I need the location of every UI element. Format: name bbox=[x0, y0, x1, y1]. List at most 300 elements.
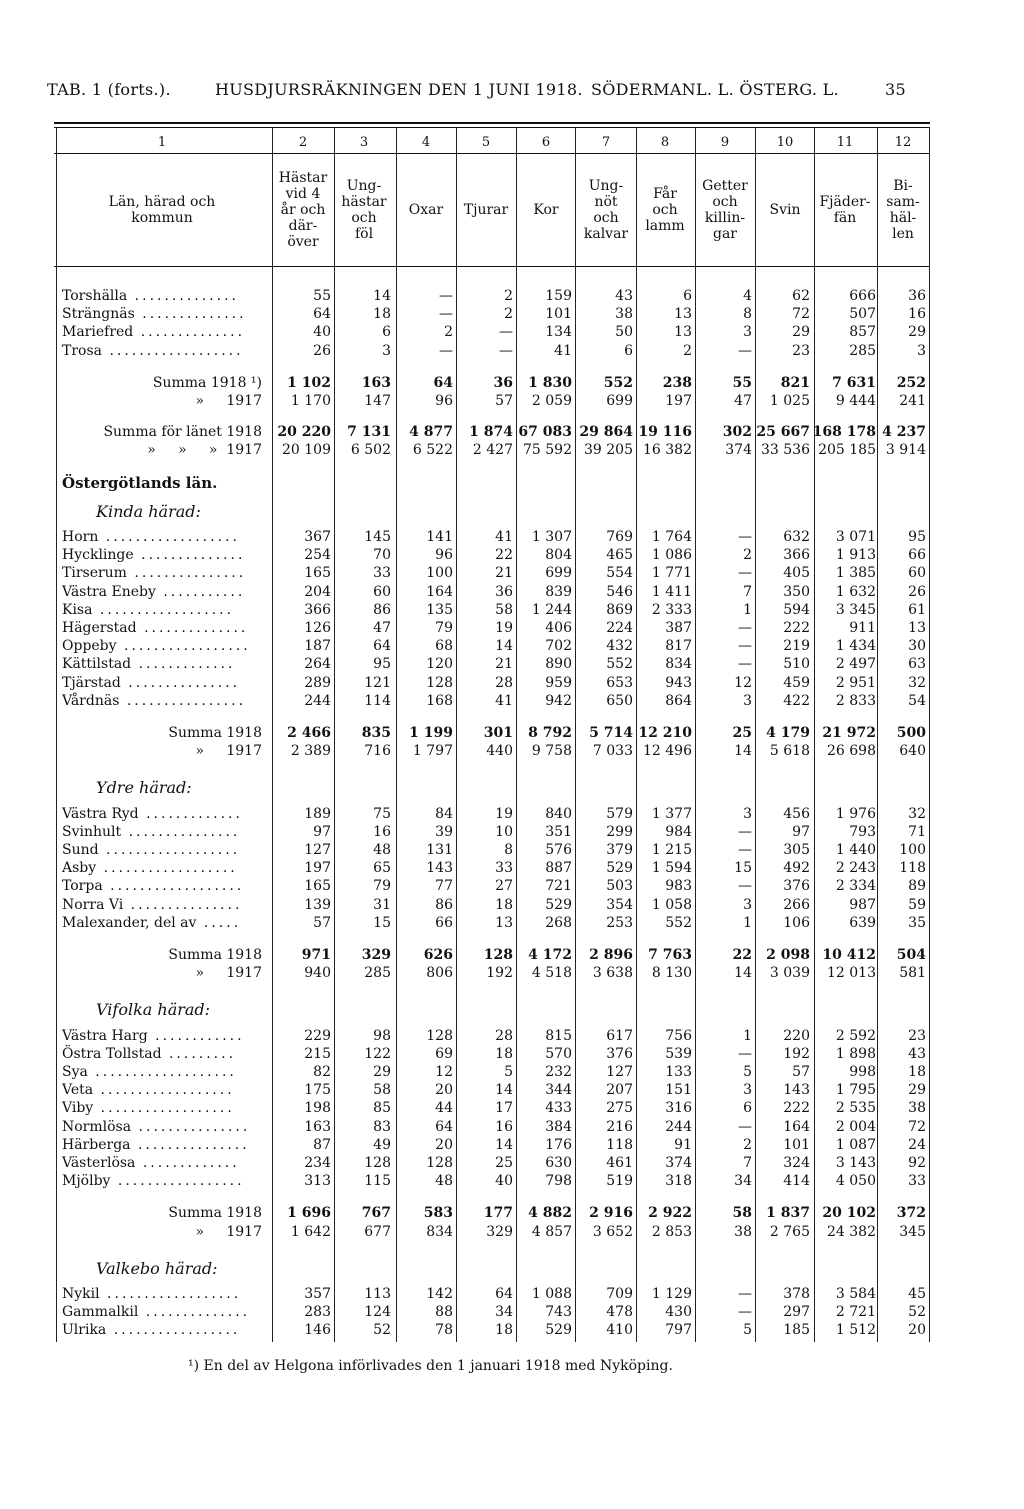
table-cell: 2 592 bbox=[835, 1027, 876, 1044]
table-cell: 422 bbox=[783, 692, 810, 709]
table-row bbox=[0, 287, 1024, 305]
municipality-name-text: Östra Tollstad bbox=[62, 1045, 162, 1062]
table-cell: 224 bbox=[606, 620, 633, 636]
table-cell: 1 129 bbox=[651, 1286, 692, 1302]
summary-label: Summa 1918 bbox=[168, 1205, 262, 1222]
table-cell: 869 bbox=[606, 601, 633, 618]
municipality-name bbox=[62, 1154, 240, 1172]
leader-dots: ............. bbox=[138, 805, 243, 822]
municipality-name-text: Sya bbox=[62, 1064, 88, 1080]
table-cell: 43 bbox=[908, 1045, 926, 1062]
municipality-name bbox=[62, 287, 239, 305]
municipality-name bbox=[62, 859, 238, 877]
table-row bbox=[0, 692, 1024, 710]
table-row bbox=[0, 528, 1024, 546]
municipality-name bbox=[62, 1285, 241, 1303]
table-cell: 60 bbox=[908, 565, 926, 582]
column-header: Fjäder- fän bbox=[819, 194, 871, 226]
table-cell: 222 bbox=[783, 1100, 810, 1117]
table-cell: 72 bbox=[908, 1118, 926, 1135]
county-heading: Östergötlands län. bbox=[62, 473, 218, 492]
table-cell: 839 bbox=[545, 583, 572, 600]
table-row bbox=[0, 342, 1024, 360]
table-cell: 709 bbox=[606, 1286, 633, 1302]
table-cell: 1 058 bbox=[651, 896, 692, 913]
leader-dots: .................. bbox=[98, 529, 240, 545]
municipality-name-text: Kisa bbox=[62, 601, 93, 618]
leader-dots: ............ bbox=[147, 1027, 245, 1044]
table-cell: 971 bbox=[301, 947, 331, 963]
table-cell: 367 bbox=[304, 529, 331, 545]
table-cell: 141 bbox=[426, 529, 453, 545]
table-row bbox=[0, 1321, 1024, 1339]
table-cell: 10 412 bbox=[822, 947, 876, 963]
table-cell: 189 bbox=[304, 805, 331, 822]
table-cell: 97 bbox=[792, 823, 810, 840]
table-cell: 31 bbox=[373, 896, 391, 913]
table-cell: 351 bbox=[545, 823, 572, 840]
table-cell: 19 116 bbox=[638, 424, 692, 441]
table-cell: 767 bbox=[361, 1205, 391, 1222]
table-row bbox=[0, 896, 1024, 914]
table-row bbox=[0, 546, 1024, 564]
table-cell: 324 bbox=[783, 1155, 810, 1171]
table-cell: 594 bbox=[783, 601, 810, 618]
table-cell: 302 bbox=[722, 424, 752, 441]
table-cell: 100 bbox=[426, 565, 453, 582]
table-cell: 64 bbox=[433, 374, 453, 391]
table-cell: 1 244 bbox=[531, 601, 572, 618]
table-cell: 8 bbox=[504, 842, 513, 858]
region-label: SÖDERMANL. L. ÖSTERG. L. bbox=[591, 80, 839, 99]
table-cell: 219 bbox=[783, 638, 810, 655]
municipality-name bbox=[62, 601, 234, 619]
municipality-name-text: Oppeby bbox=[62, 638, 117, 655]
table-cell: 4 bbox=[743, 288, 752, 304]
table-cell: 835 bbox=[361, 725, 391, 741]
table-cell: 164 bbox=[783, 1118, 810, 1135]
table-cell: 163 bbox=[304, 1118, 331, 1135]
table-cell: 3 345 bbox=[835, 601, 876, 618]
table-cell: 1 385 bbox=[835, 565, 876, 582]
table-cell: 492 bbox=[783, 860, 810, 877]
table-cell: 440 bbox=[486, 743, 513, 760]
municipality-name-text: Malexander, del av bbox=[62, 914, 197, 931]
table-cell: 20 bbox=[435, 1082, 453, 1099]
leader-dots: ................... bbox=[87, 1064, 237, 1080]
table-row bbox=[0, 823, 1024, 841]
table-cell: 2 466 bbox=[287, 725, 331, 741]
table-cell: 165 bbox=[304, 565, 331, 582]
table-cell: 299 bbox=[606, 823, 633, 840]
table-cell: 1 215 bbox=[651, 842, 692, 858]
leader-dots: ............... bbox=[131, 1118, 251, 1135]
table-cell: 552 bbox=[603, 374, 633, 391]
table-cell: 329 bbox=[486, 1223, 513, 1240]
table-cell: 289 bbox=[304, 674, 331, 691]
table-cell: 14 bbox=[495, 1136, 513, 1153]
table-cell: 650 bbox=[606, 692, 633, 709]
table-cell: 151 bbox=[665, 1082, 692, 1099]
municipality-name-text: Kättilstad bbox=[62, 656, 132, 673]
table-cell: 59 bbox=[908, 896, 926, 913]
table-cell: 959 bbox=[545, 674, 572, 691]
table-cell: 1 797 bbox=[412, 743, 453, 760]
table-cell: 529 bbox=[545, 1322, 572, 1339]
table-row bbox=[0, 583, 1024, 601]
table-cell: 146 bbox=[304, 1322, 331, 1339]
table-cell: 20 109 bbox=[282, 442, 331, 459]
table-cell: 1 087 bbox=[835, 1136, 876, 1153]
table-cell: 65 bbox=[373, 860, 391, 877]
table-cell: 64 bbox=[495, 1286, 513, 1302]
table-cell: 204 bbox=[304, 583, 331, 600]
table-cell: 8 792 bbox=[528, 725, 572, 741]
table-cell: 374 bbox=[665, 1155, 692, 1171]
leader-dots: .................. bbox=[98, 842, 241, 858]
table-cell: 175 bbox=[304, 1082, 331, 1099]
table-cell: 942 bbox=[545, 692, 572, 709]
table-cell: 8 bbox=[743, 306, 752, 323]
table-cell: 55 bbox=[313, 288, 331, 304]
table-cell: 5 bbox=[743, 1064, 752, 1080]
table-row bbox=[0, 805, 1024, 823]
table-cell: 459 bbox=[783, 674, 810, 691]
table-cell: 9 444 bbox=[835, 393, 876, 409]
table-cell: 716 bbox=[364, 743, 391, 760]
table-cell: 192 bbox=[486, 965, 513, 982]
table-cell: 34 bbox=[734, 1173, 752, 1190]
table-cell: — bbox=[499, 324, 513, 341]
table-cell: 2 059 bbox=[531, 393, 572, 409]
municipality-name-text: Viby bbox=[62, 1100, 94, 1117]
table-cell: 3 bbox=[743, 1082, 752, 1099]
table-cell: 3 bbox=[743, 805, 752, 822]
table-cell: 50 bbox=[615, 324, 633, 341]
table-row bbox=[0, 1027, 1024, 1045]
table-cell: 147 bbox=[364, 393, 391, 409]
table-cell: 1 086 bbox=[651, 547, 692, 564]
table-cell: 12 bbox=[435, 1064, 453, 1080]
table-cell: 2 951 bbox=[835, 674, 876, 691]
table-row bbox=[0, 1303, 1024, 1321]
table-cell: 48 bbox=[373, 842, 391, 858]
table-cell: 222 bbox=[783, 620, 810, 636]
table-cell: 4 179 bbox=[766, 725, 810, 741]
table-cell: 197 bbox=[665, 393, 692, 409]
municipality-name bbox=[62, 1118, 250, 1136]
table-cell: 36 bbox=[493, 374, 513, 391]
table-cell: 13 bbox=[674, 306, 692, 323]
table-cell: 9 758 bbox=[531, 743, 572, 760]
table-cell: 1 bbox=[743, 1027, 752, 1044]
table-cell: 529 bbox=[606, 860, 633, 877]
table-cell: 552 bbox=[606, 656, 633, 673]
municipality-name-text: Hycklinge bbox=[62, 547, 134, 564]
table-cell: 33 bbox=[908, 1173, 926, 1190]
municipality-name-text: Torpa bbox=[62, 878, 103, 895]
district-heading: Ydre härad: bbox=[96, 778, 192, 798]
table-cell: 702 bbox=[545, 638, 572, 655]
table-cell: 4 518 bbox=[531, 965, 572, 982]
municipality-name-text: Ulrika bbox=[62, 1322, 107, 1339]
table-cell: 72 bbox=[792, 306, 810, 323]
leader-dots: ......... bbox=[161, 1045, 237, 1062]
municipality-name-text: Veta bbox=[62, 1082, 94, 1099]
table-cell: 135 bbox=[426, 601, 453, 618]
summary-row bbox=[0, 1204, 1024, 1222]
table-cell: 41 bbox=[495, 692, 513, 709]
table-cell: 579 bbox=[606, 805, 633, 822]
table-cell: 1 898 bbox=[835, 1045, 876, 1062]
column-header: Får och lamm bbox=[645, 186, 685, 234]
leader-dots: ............... bbox=[126, 565, 247, 582]
table-cell: 241 bbox=[899, 393, 926, 409]
table-cell: 2 bbox=[504, 306, 513, 323]
municipality-name-text: Vårdnäs bbox=[62, 692, 120, 709]
table-row bbox=[0, 323, 1024, 341]
table-cell: 366 bbox=[304, 601, 331, 618]
table-cell: 666 bbox=[849, 288, 876, 304]
column-number: 9 bbox=[720, 135, 730, 150]
summary-row bbox=[0, 1223, 1024, 1241]
table-cell: 834 bbox=[665, 656, 692, 673]
table-cell: 101 bbox=[783, 1136, 810, 1153]
table-cell: 3 071 bbox=[835, 529, 876, 545]
table-cell: 301 bbox=[483, 725, 513, 741]
table-cell: 285 bbox=[364, 965, 391, 982]
table-cell: 28 bbox=[495, 1027, 513, 1044]
table-cell: — bbox=[738, 638, 752, 655]
table-cell: 198 bbox=[304, 1100, 331, 1117]
table-cell: 357 bbox=[304, 1286, 331, 1302]
table-cell: 21 bbox=[495, 565, 513, 582]
table-cell: 61 bbox=[908, 601, 926, 618]
table-cell: 128 bbox=[483, 947, 513, 963]
table-cell: 2 098 bbox=[766, 947, 810, 963]
table-cell: 215 bbox=[304, 1045, 331, 1062]
summary-label: » 1917 bbox=[195, 965, 262, 982]
table-cell: 1 795 bbox=[835, 1082, 876, 1099]
table-cell: 113 bbox=[364, 1286, 391, 1302]
table-cell: 101 bbox=[545, 306, 572, 323]
table-cell: 3 652 bbox=[592, 1223, 633, 1240]
table-cell: 197 bbox=[304, 860, 331, 877]
table-cell: 864 bbox=[665, 692, 692, 709]
table-cell: 35 bbox=[908, 914, 926, 931]
table-cell: 510 bbox=[783, 656, 810, 673]
table-cell: — bbox=[738, 1045, 752, 1062]
table-cell: 1 088 bbox=[531, 1286, 572, 1302]
table-row bbox=[0, 564, 1024, 582]
municipality-name-text: Västra Harg bbox=[62, 1027, 148, 1044]
table-cell: 798 bbox=[545, 1173, 572, 1190]
table-cell: 26 698 bbox=[827, 743, 876, 760]
municipality-name-text: Mariefred bbox=[62, 324, 134, 341]
column-number: 8 bbox=[660, 135, 670, 150]
table-cell: 1 170 bbox=[290, 393, 331, 409]
table-cell: 890 bbox=[545, 656, 572, 673]
top-rule-thin bbox=[54, 127, 930, 128]
page-number: 35 bbox=[885, 80, 906, 99]
summary-label: » 1917 bbox=[195, 393, 262, 409]
table-cell: 86 bbox=[435, 896, 453, 913]
table-cell: 57 bbox=[792, 1064, 810, 1080]
table-cell: 14 bbox=[495, 1082, 513, 1099]
table-cell: 911 bbox=[849, 620, 876, 636]
table-cell: 7 033 bbox=[592, 743, 633, 760]
table-cell: 653 bbox=[606, 674, 633, 691]
table-cell: 36 bbox=[908, 288, 926, 304]
table-cell: 128 bbox=[426, 1155, 453, 1171]
table-cell: 253 bbox=[606, 914, 633, 931]
municipality-name-text: Normlösa bbox=[62, 1118, 132, 1135]
leader-dots: ............... bbox=[120, 674, 241, 691]
table-cell: 617 bbox=[606, 1027, 633, 1044]
table-cell: 7 bbox=[743, 583, 752, 600]
table-cell: 22 bbox=[495, 547, 513, 564]
table-cell: 387 bbox=[665, 620, 692, 636]
table-cell: 461 bbox=[606, 1155, 633, 1171]
table-cell: 7 bbox=[743, 1155, 752, 1171]
table-cell: 30 bbox=[908, 638, 926, 655]
municipality-name bbox=[62, 674, 240, 692]
table-cell: — bbox=[738, 842, 752, 858]
table-cell: 14 bbox=[373, 288, 391, 304]
table-cell: 7 131 bbox=[347, 424, 391, 441]
table-cell: 176 bbox=[545, 1136, 572, 1153]
leader-dots: ................. bbox=[106, 1322, 241, 1339]
table-cell: 5 bbox=[504, 1064, 513, 1080]
table-cell: 940 bbox=[304, 965, 331, 982]
table-cell: 18 bbox=[495, 1045, 513, 1062]
table-cell: 2 389 bbox=[290, 743, 331, 760]
leader-dots: .............. bbox=[136, 620, 249, 636]
table-cell: 95 bbox=[908, 529, 926, 545]
leader-dots: ............... bbox=[121, 823, 241, 840]
table-cell: 305 bbox=[783, 842, 810, 858]
table-cell: 3 914 bbox=[885, 442, 926, 459]
table-cell: 1 025 bbox=[769, 393, 810, 409]
table-cell: 366 bbox=[783, 547, 810, 564]
table-cell: 26 bbox=[313, 342, 331, 359]
table-cell: 216 bbox=[606, 1118, 633, 1135]
table-cell: 23 bbox=[908, 1027, 926, 1044]
table-cell: 45 bbox=[908, 1286, 926, 1302]
municipality-name bbox=[62, 914, 241, 932]
table-cell: 118 bbox=[899, 860, 926, 877]
summary-label: » 1917 bbox=[195, 743, 262, 760]
table-cell: 8 130 bbox=[651, 965, 692, 982]
table-cell: 2 bbox=[743, 547, 752, 564]
table-cell: 165 bbox=[304, 878, 331, 895]
table-cell: 95 bbox=[373, 656, 391, 673]
table-cell: 283 bbox=[304, 1304, 331, 1321]
table-cell: 268 bbox=[545, 914, 572, 931]
table-cell: 14 bbox=[495, 638, 513, 655]
table-cell: 1 632 bbox=[835, 583, 876, 600]
summary-row bbox=[0, 374, 1024, 392]
table-cell: 14 bbox=[734, 965, 752, 982]
table-cell: 583 bbox=[423, 1205, 453, 1222]
table-cell: — bbox=[738, 878, 752, 895]
table-cell: 7 631 bbox=[832, 374, 876, 391]
table-row bbox=[0, 601, 1024, 619]
municipality-name-text: Mjölby bbox=[62, 1173, 111, 1190]
column-header: Ung- nöt och kalvar bbox=[583, 178, 629, 242]
summary-row bbox=[0, 946, 1024, 964]
table-cell: 25 bbox=[495, 1155, 513, 1171]
municipality-name bbox=[62, 583, 245, 601]
table-cell: 12 210 bbox=[638, 725, 692, 741]
municipality-name-text: Västerlösa bbox=[62, 1155, 136, 1171]
district-heading: Valkebo härad: bbox=[96, 1258, 218, 1278]
table-cell: 840 bbox=[545, 805, 572, 822]
table-cell: 39 205 bbox=[584, 442, 633, 459]
table-cell: 21 972 bbox=[822, 725, 876, 741]
table-cell: 39 bbox=[435, 823, 453, 840]
table-cell: 806 bbox=[426, 965, 453, 982]
municipality-name-text: Sund bbox=[62, 842, 99, 858]
table-cell: 18 bbox=[495, 1322, 513, 1339]
table-cell: — bbox=[738, 656, 752, 673]
table-cell: 134 bbox=[545, 324, 572, 341]
table-cell: 92 bbox=[908, 1155, 926, 1171]
table-cell: — bbox=[738, 529, 752, 545]
summary-row bbox=[0, 964, 1024, 982]
municipality-name-text: Västra Ryd bbox=[62, 805, 139, 822]
table-row bbox=[0, 1118, 1024, 1136]
table-row bbox=[0, 1099, 1024, 1117]
summary-label: Summa 1918 bbox=[168, 725, 262, 741]
table-cell: 2 427 bbox=[472, 442, 513, 459]
leader-dots: .................. bbox=[93, 1082, 235, 1099]
table-cell: 207 bbox=[606, 1082, 633, 1099]
table-cell: 40 bbox=[495, 1173, 513, 1190]
table-cell: 630 bbox=[545, 1155, 572, 1171]
table-cell: 164 bbox=[426, 583, 453, 600]
table-cell: 1 411 bbox=[651, 583, 692, 600]
table-cell: 52 bbox=[908, 1304, 926, 1321]
summary-row bbox=[0, 441, 1024, 459]
table-cell: 60 bbox=[373, 583, 391, 600]
table-cell: 19 bbox=[495, 620, 513, 636]
table-cell: 465 bbox=[606, 547, 633, 564]
column-header: Getter och killin- gar bbox=[702, 178, 748, 242]
municipality-name bbox=[62, 1172, 245, 1190]
table-cell: 68 bbox=[435, 638, 453, 655]
leader-dots: ............. bbox=[131, 656, 236, 673]
table-cell: 6 502 bbox=[350, 442, 391, 459]
municipality-name bbox=[62, 1321, 240, 1339]
table-cell: 128 bbox=[364, 1155, 391, 1171]
municipality-name bbox=[62, 1099, 235, 1117]
table-cell: 29 864 bbox=[579, 424, 633, 441]
leader-dots: .................. bbox=[93, 1100, 235, 1117]
municipality-name bbox=[62, 841, 240, 859]
table-cell: 124 bbox=[364, 1304, 391, 1321]
table-cell: 192 bbox=[783, 1045, 810, 1062]
table-cell: 14 bbox=[734, 743, 752, 760]
table-cell: 1 642 bbox=[290, 1223, 331, 1240]
table-cell: 2 922 bbox=[648, 1205, 692, 1222]
leader-dots: ............. bbox=[135, 1155, 240, 1171]
table-cell: 13 bbox=[674, 324, 692, 341]
table-cell: 552 bbox=[665, 914, 692, 931]
table-cell: 79 bbox=[373, 878, 391, 895]
table-row bbox=[0, 619, 1024, 637]
table-cell: 12 bbox=[734, 674, 752, 691]
